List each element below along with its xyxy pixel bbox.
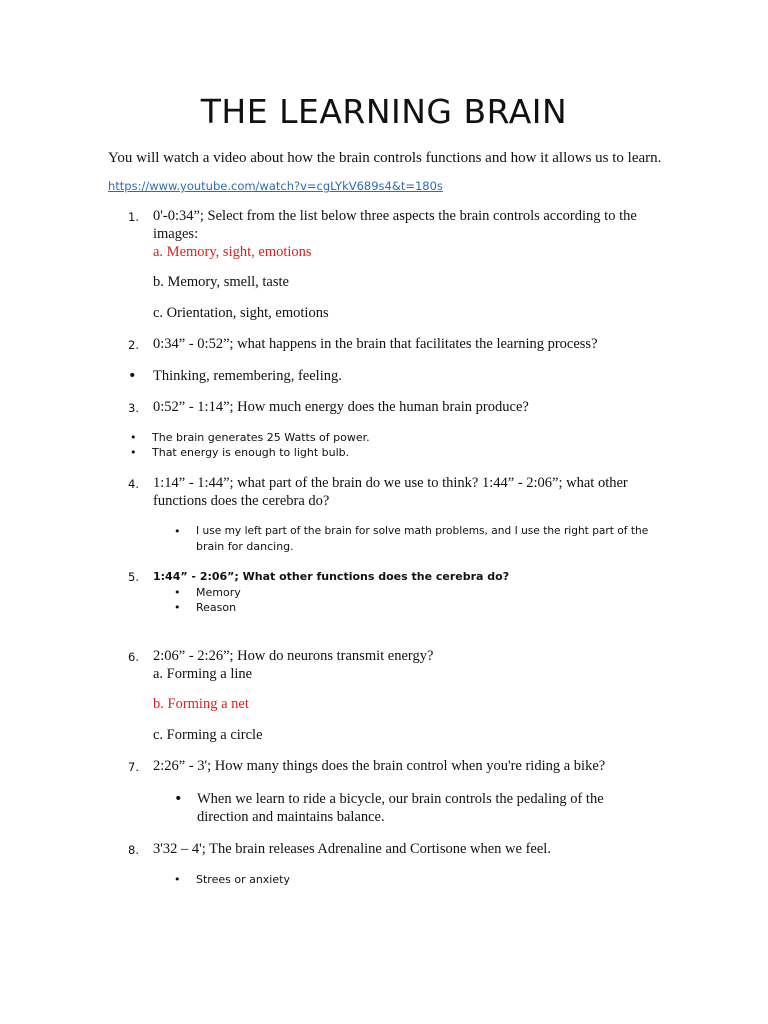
question-6-option-c: c. Forming a circle (153, 727, 263, 743)
question-4-line1: 1:14” - 1:44”; what part of the brain do we use to think? 1:44” - 2:06”; what other (153, 475, 628, 491)
question-4-line2: functions does the cerebra do? (153, 493, 330, 509)
question-7-text: 2:26” - 3'; How many things does the brain control when you're riding a bike? (153, 758, 606, 774)
question-7-number: 7. (128, 760, 139, 774)
question-6-text: 2:06” - 2:26”; How do neurons transmit energy? (153, 648, 434, 664)
question-2-text: 0:34” - 0:52”; what happens in the brain that facilitates the learning process? (153, 336, 598, 352)
question-4-answer-line1: I use my left part of the brain for solve math problems, and I use the right part of the (196, 525, 649, 537)
question-7-answer-line1: When we learn to ride a bicycle, our brain controls the pedaling of the (197, 791, 604, 807)
question-1-option-c: c. Orientation, sight, emotions (153, 305, 329, 321)
question-5-number: 5. (128, 570, 139, 584)
question-6-number: 6. (128, 650, 139, 664)
question-6-option-a: a. Forming a line (153, 666, 253, 682)
question-6-option-b: b. Forming a net (153, 696, 249, 712)
question-1-option-b: b. Memory, smell, taste (153, 274, 289, 290)
question-8-answer: Strees or anxiety (196, 873, 290, 886)
bullet-icon: • (130, 446, 137, 459)
question-1-option-a: a. Memory, sight, emotions (153, 244, 312, 260)
bullet-icon: • (174, 601, 181, 614)
question-8-number: 8. (128, 843, 139, 857)
question-2-number: 2. (128, 338, 139, 352)
question-1-line2: images: (153, 226, 199, 242)
question-4-number: 4. (128, 477, 139, 491)
question-8-text: 3'32 – 4'; The brain releases Adrenaline and Cortisone when we feel. (153, 841, 551, 857)
question-7-answer-line2: direction and maintains balance. (197, 809, 385, 825)
question-1-number: 1. (128, 210, 139, 224)
intro-text: You will watch a video about how the brain controls functions and how it allows us to learn. (108, 150, 662, 166)
bullet-icon: • (174, 525, 181, 538)
page-title: THE LEARNING BRAIN (200, 92, 568, 131)
question-3-answer-2: That energy is enough to light bulb. (152, 446, 350, 459)
bullet-icon: • (128, 368, 137, 384)
question-5-answer-2: Reason (196, 601, 237, 614)
question-4-answer-line2: brain for dancing. (196, 540, 294, 553)
question-3-answer-1: The brain generates 25 Watts of power. (152, 431, 370, 444)
question-1-line1: 0'-0:34”; Select from the list below three aspects the brain controls according to the (153, 208, 637, 224)
question-5-answer-1: Memory (196, 586, 241, 599)
video-link[interactable]: https://www.youtube.com/watch?v=cgLYkV689s4&t=180s (108, 179, 443, 193)
question-3-number: 3. (128, 401, 139, 415)
bullet-icon: • (174, 791, 183, 807)
question-2-answer: Thinking, remembering, feeling. (153, 368, 342, 384)
question-3-text: 0:52” - 1:14”; How much energy does the human brain produce? (153, 399, 529, 415)
bullet-icon: • (130, 431, 137, 444)
bullet-icon: • (174, 586, 181, 599)
question-5-text: 1:44” - 2:06”; What other functions does the cerebra do? (153, 570, 510, 583)
bullet-icon: • (174, 873, 181, 886)
